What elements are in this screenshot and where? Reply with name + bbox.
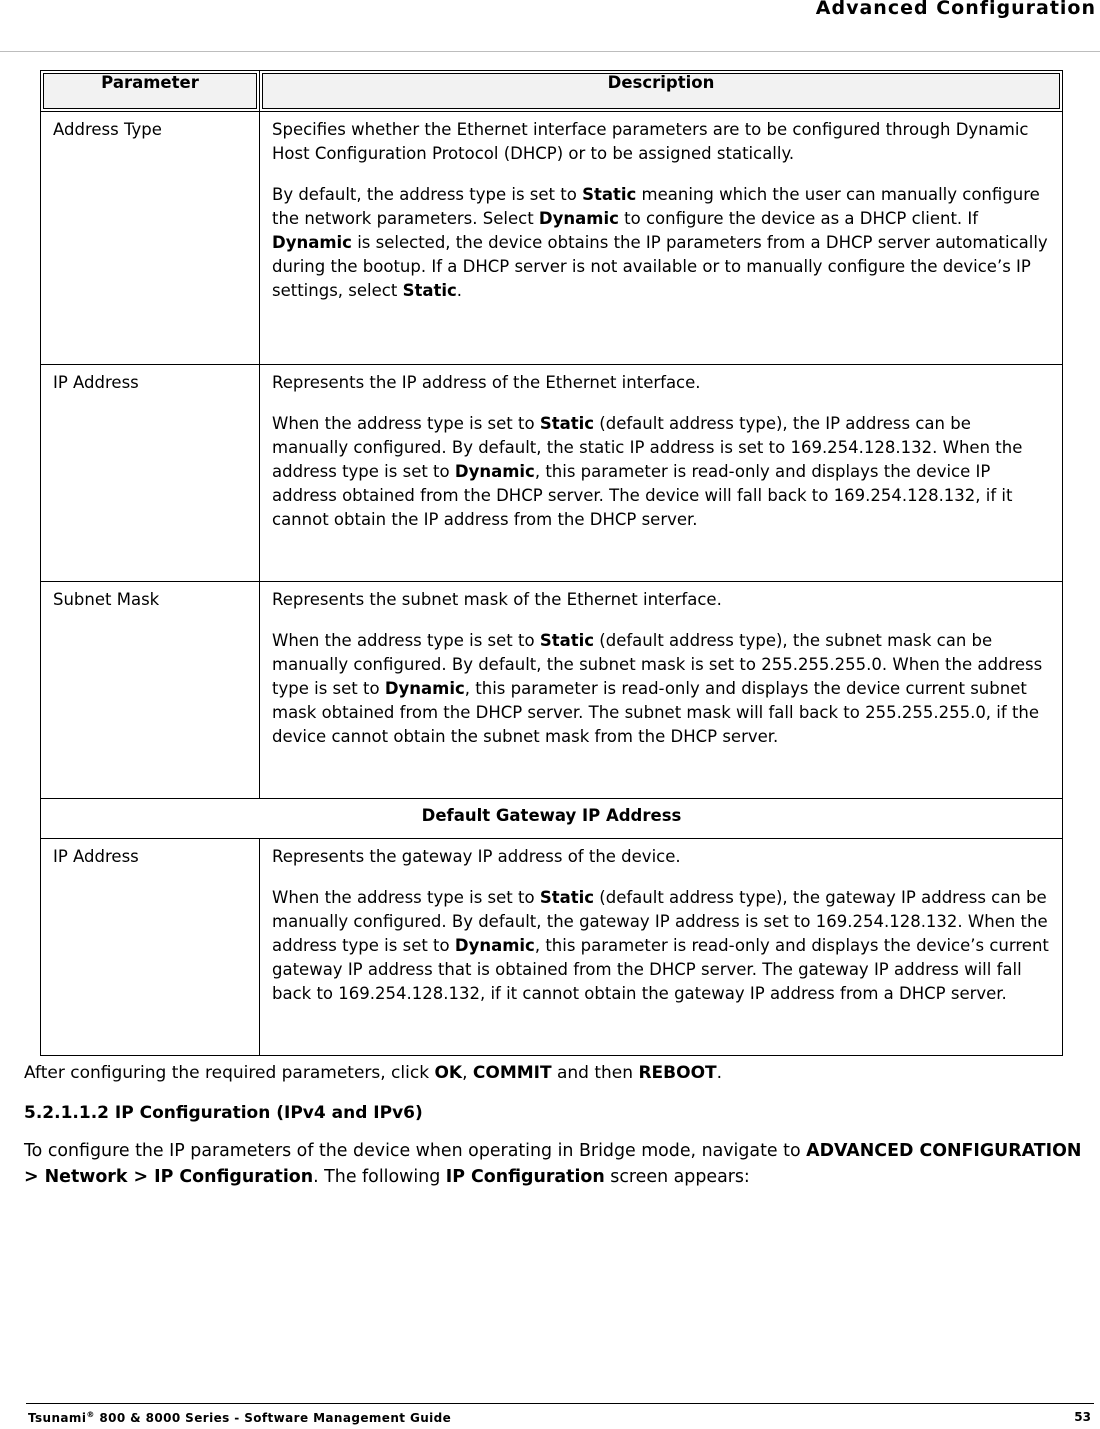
- text-run: meaning which the user can manually configure the network parameters. Select: [272, 185, 1040, 228]
- emphasis-static: Static: [539, 631, 595, 650]
- table-row-subnet-mask: [41, 582, 1063, 799]
- emphasis-dynamic: Dynamic: [384, 679, 465, 698]
- description-paragraph: Represents the IP address of the Ethernet interface.: [272, 373, 701, 392]
- param-cell: IP Address: [41, 365, 260, 582]
- description-paragraph: [272, 183, 1050, 303]
- header-rule: [0, 51, 1100, 52]
- text-run: .: [456, 281, 463, 300]
- param-cell: Address Type: [41, 112, 260, 365]
- description-paragraph: [272, 412, 1050, 532]
- description-cell: [260, 839, 1063, 1056]
- emphasis-dynamic: Dynamic: [272, 233, 352, 252]
- section-title-default-gateway: Default Gateway IP Address: [41, 799, 1063, 839]
- description-paragraph: Represents the gateway IP address of the device.: [272, 847, 681, 866]
- text-run: By default, the address type is set to: [272, 185, 583, 204]
- text-run: To configure the IP parameters of the device when operating in Bridge mode, navigate to: [24, 1141, 807, 1161]
- text-run: (default address type), the subnet mask can be manually configured. By default, the subnet mask is set to 255.255.255.0. When the address type is set to: [272, 631, 1043, 698]
- table-header-row: [41, 71, 1063, 112]
- param-cell: Subnet Mask: [41, 582, 260, 799]
- description-paragraph: Represents the subnet mask of the Ethernet interface.: [272, 590, 722, 609]
- footer-document-title: [28, 1410, 451, 1425]
- emphasis-static: Static: [402, 281, 457, 300]
- description-cell: [260, 112, 1063, 365]
- description-cell: [260, 582, 1063, 799]
- text-run: When the address type is set to: [272, 414, 540, 433]
- emphasis-commit: COMMIT: [472, 1063, 552, 1083]
- registered-mark: ®: [86, 1410, 95, 1419]
- parameter-table: [40, 70, 1063, 1056]
- emphasis-dynamic: Dynamic: [538, 209, 619, 228]
- text-run: ,: [462, 1063, 473, 1083]
- subsection-heading: 5.2.1.1.2 IP Configuration (IPv4 and IPv6): [24, 1103, 423, 1123]
- column-header-description: Description: [260, 71, 1063, 112]
- text-run: When the address type is set to: [272, 631, 540, 650]
- emphasis-static: Static: [539, 414, 595, 433]
- after-config-paragraph: [24, 1060, 722, 1086]
- text-run: , this parameter is read-only and displays the device current subnet mask obtained from the DHCP server. The subnet mask will fall back to 255.255.255.0, if the device cannot obtain the subnet mask from the DHCP server.: [272, 679, 1040, 746]
- footer-product: Tsunami: [28, 1411, 87, 1425]
- footer-title-rest: 800 & 8000 Series - Software Management Guide: [94, 1411, 452, 1425]
- text-run: screen appears:: [604, 1167, 750, 1187]
- running-header-title: Advanced Configuration: [815, 0, 1096, 19]
- emphasis-static: Static: [539, 888, 595, 907]
- page-number: 53: [1074, 1410, 1091, 1424]
- description-paragraph: Specifies whether the Ethernet interface parameters are to be configured through Dynamic Host Configuration Protocol (DHCP) or to be assigned statically.: [272, 120, 1029, 163]
- footer-rule: [26, 1403, 1094, 1404]
- column-header-parameter: Parameter: [41, 71, 260, 112]
- text-run: (default address type), the IP address can be manually configured. By default, the static IP address is set to 169.254.128.132. When the address type is set to: [272, 414, 1023, 481]
- table-row-address-type: [41, 112, 1063, 365]
- description-cell: [260, 365, 1063, 582]
- text-run: , this parameter is read-only and displays the device’s current gateway IP address that is obtained from the DHCP server. The gateway IP address will fall back to 169.254.128.132, if it cannot obtain the gateway IP address from a DHCP server.: [272, 936, 1049, 1003]
- emphasis-ok: OK: [434, 1063, 463, 1083]
- text-run: , this parameter is read-only and displays the device IP address obtained from the DHCP server. The device will fall back to 169.254.128.132, if it cannot obtain the IP address from the DHCP server.: [272, 462, 1013, 529]
- navigation-paragraph: [24, 1138, 1100, 1190]
- text-run: When the address type is set to: [272, 888, 540, 907]
- emphasis-screen-name: IP Configuration: [445, 1167, 605, 1187]
- text-run: to configure the device as a DHCP client. If: [618, 209, 979, 228]
- text-run: (default address type), the gateway IP address can be manually configured. By default, the gateway IP address is set to 169.254.128.132. When the address type is set to: [272, 888, 1048, 955]
- emphasis-dynamic: Dynamic: [454, 936, 535, 955]
- emphasis-static: Static: [582, 185, 637, 204]
- text-run: is selected, the device obtains the IP parameters from a DHCP server automatically during the bootup. If a DHCP server is not available or to manually configure the device’s IP settings, select: [272, 233, 1048, 300]
- description-paragraph: [272, 629, 1050, 749]
- text-run: After configuring the required parameters, click: [24, 1063, 435, 1083]
- table-row-ip-address: [41, 365, 1063, 582]
- param-cell: IP Address: [41, 839, 260, 1056]
- text-run: and then: [551, 1063, 639, 1083]
- table-section-row: [41, 799, 1063, 839]
- description-paragraph: [272, 886, 1050, 1006]
- emphasis-reboot: REBOOT: [638, 1063, 717, 1083]
- emphasis-menu-path: ADVANCED CONFIGURATION > Network > IP Configuration: [24, 1141, 1082, 1187]
- table-row-gateway-ip-address: [41, 839, 1063, 1056]
- emphasis-dynamic: Dynamic: [454, 462, 535, 481]
- text-run: . The following: [313, 1167, 446, 1187]
- text-run: .: [716, 1063, 723, 1083]
